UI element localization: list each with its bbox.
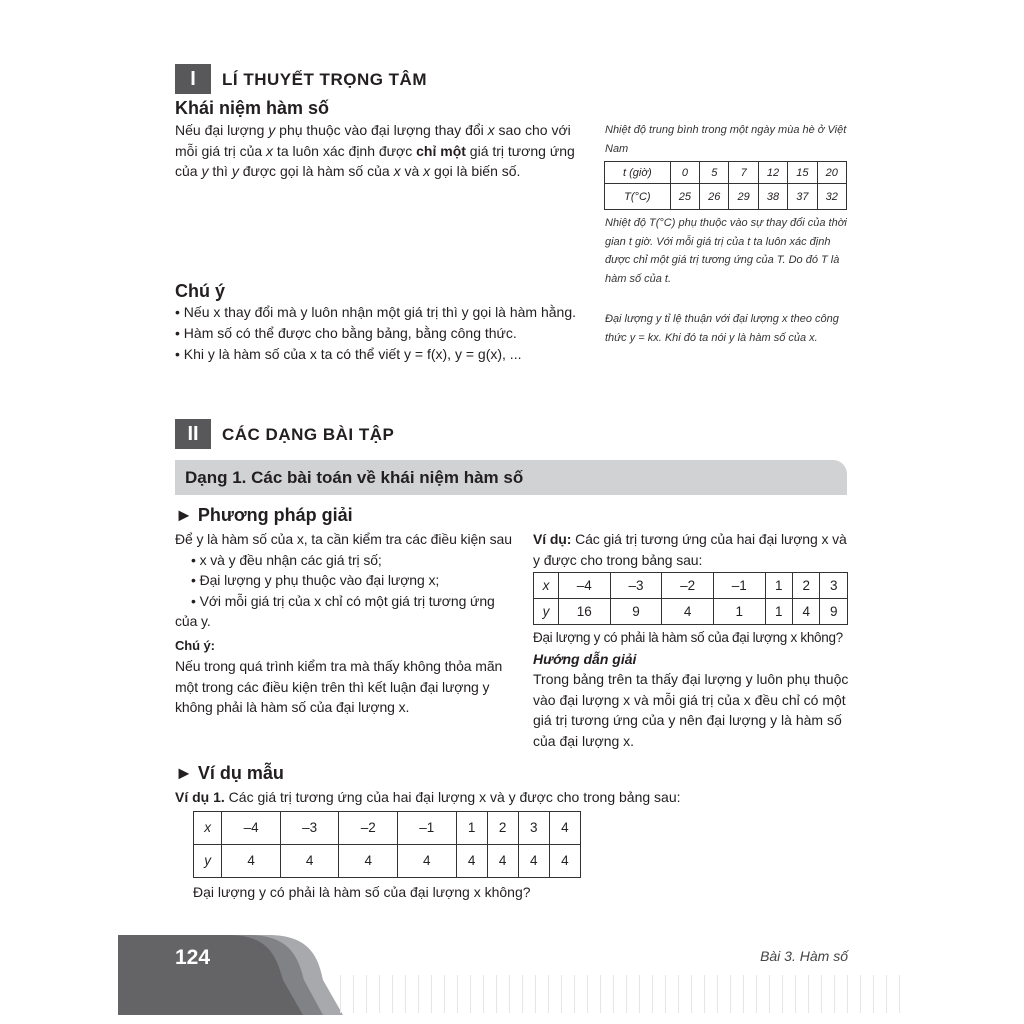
section-number-badge: II	[175, 419, 211, 449]
method-heading: ► Phương pháp giải	[175, 505, 353, 525]
example1-block	[175, 787, 855, 902]
table-cell: 4	[518, 844, 549, 877]
table-cell: –4	[558, 573, 610, 599]
sidebar-caption: Nhiệt độ trung bình trong một ngày mùa hè ở Việt Nam	[605, 124, 847, 155]
heading-concept: Khái niệm hàm số	[175, 98, 330, 118]
notes-list	[175, 302, 585, 365]
lesson-title: Bài 3. Hàm số	[760, 948, 848, 964]
table-cell: 1	[765, 573, 792, 599]
table-cell: –2	[339, 811, 398, 844]
section-title: CÁC DẠNG BÀI TẬP	[222, 425, 395, 444]
table-cell: –1	[397, 811, 456, 844]
section-number-badge: I	[175, 64, 211, 94]
note-label: Chú ý:	[175, 637, 215, 653]
sidebar	[605, 121, 852, 347]
table-cell: 3	[518, 811, 549, 844]
example1-intro	[175, 787, 855, 808]
table-cell: 26	[700, 184, 729, 210]
table-cell: –1	[713, 573, 765, 599]
guide-label: Hướng dẫn giải	[533, 650, 637, 667]
table-cell: 9	[820, 599, 848, 625]
example-intro	[533, 529, 851, 570]
row-header-cell: y	[194, 844, 222, 877]
table-cell: 4	[793, 599, 820, 625]
example-question: Đại lượng y có phải là hàm số của đại lượng x không?	[533, 630, 843, 645]
table-cell: 3	[820, 573, 848, 599]
definition-paragraph: Nếu đại lượng y phụ thuộc vào đại lượng thay đổi x sao cho với mỗi giá trị của x ta luôn xác định được chỉ một giá trị tương ứng của y thì y được gọi là hàm số của x và x gọi là biến số.	[175, 122, 575, 179]
table-cell: 2	[487, 811, 518, 844]
example-column	[533, 529, 851, 751]
table-cell: 1	[456, 811, 487, 844]
type-heading-bar: Dạng 1. Các bài toán về khái niệm hàm số	[175, 460, 847, 495]
method-intro: Để y là hàm số của x, ta cần kiểm tra các điều kiện sau	[175, 531, 512, 547]
table-cell: 0	[670, 162, 699, 184]
table-cell: –4	[222, 811, 281, 844]
row-header-cell: x	[534, 573, 559, 599]
example1-text: Các giá trị tương ứng của hai đại lượng x và y được cho trong bảng sau:	[224, 789, 681, 805]
table-cell: 16	[558, 599, 610, 625]
table-cell: 1	[765, 599, 792, 625]
table-cell: 4	[549, 844, 580, 877]
condition-item: • Đại lượng y phụ thuộc vào đại lượng x;	[191, 572, 440, 588]
note-item: • Khi y là hàm số của x ta có thể viết y = f(x), y = g(x), ...	[175, 346, 522, 362]
note-item: • Hàm số có thể được cho bằng bảng, bằng công thức.	[175, 325, 517, 341]
table-cell: 7	[729, 162, 758, 184]
temperature-table	[604, 161, 847, 210]
page-number: 124	[175, 946, 211, 969]
condition-item: • Với mỗi giá trị của x chỉ có một giá trị tương ứng	[191, 592, 495, 609]
table-cell: 37	[788, 184, 817, 210]
table-cell: 1	[713, 599, 765, 625]
example-text: Các giá trị tương ứng của hai đại lượng x và y được cho trong bảng sau:	[533, 531, 847, 568]
condition-tail: của y.	[175, 613, 211, 629]
example1-table	[193, 811, 581, 878]
table-cell: 25	[670, 184, 699, 210]
table-cell: 12	[758, 162, 787, 184]
sidebar-explanation: Nhiệt độ T(°C) phụ thuộc vào sự thay đổi của thời gian t giờ. Với mỗi giá trị của t ta luôn xác định được chỉ một giá trị tương ứng của T. Do đó T là hàm số của t.	[605, 217, 847, 285]
table-cell: –3	[610, 573, 662, 599]
table-cell: 32	[817, 184, 846, 210]
table-cell: –3	[280, 811, 339, 844]
example1-question: Đại lượng y có phải là hàm số của đại lượng x không?	[193, 883, 531, 900]
table-cell: 4	[397, 844, 456, 877]
guide-text: Trong bảng trên ta thấy đại lượng y luôn phụ thuộc vào đại lượng x và mỗi giá trị của x đều chỉ có một giá trị tương ứng của y nên đại lượng y là hàm số của đại lượng x.	[533, 671, 849, 749]
footer-page-tab	[118, 935, 358, 1015]
example1-label: Ví dụ 1.	[175, 789, 225, 805]
table-cell: 4	[456, 844, 487, 877]
section-title: LÍ THUYẾT TRỌNG TÂM	[222, 70, 427, 89]
table-cell: 4	[280, 844, 339, 877]
row-header-cell: t (giờ)	[605, 162, 671, 184]
table-cell: 15	[788, 162, 817, 184]
example-table	[533, 572, 848, 625]
table-cell: 4	[662, 599, 714, 625]
example-label: Ví dụ:	[533, 531, 572, 547]
note-text: Nếu trong quá trình kiểm tra mà thấy không thỏa mãn một trong các điều kiện trên thì kết luận đại lượng y không phải là hàm số của đại lượng x.	[175, 658, 503, 715]
row-header-cell: y	[534, 599, 559, 625]
table-cell: 38	[758, 184, 787, 210]
sidebar-note: Đại lượng y tỉ lệ thuận với đại lượng x theo công thức y = kx. Khi đó ta nói y là hàm số của x.	[605, 313, 839, 344]
table-cell: 29	[729, 184, 758, 210]
method-column	[175, 529, 515, 718]
table-cell: 2	[793, 573, 820, 599]
table-cell: 9	[610, 599, 662, 625]
row-header-cell: x	[194, 811, 222, 844]
table-cell: 4	[487, 844, 518, 877]
note-item: • Nếu x thay đổi mà y luôn nhận một giá trị thì y gọi là hàm hằng.	[175, 304, 577, 320]
table-cell: 4	[339, 844, 398, 877]
table-cell: 20	[817, 162, 846, 184]
condition-item: • x và y đều nhận các giá trị số;	[191, 551, 382, 568]
note-heading: Chú ý	[175, 281, 226, 301]
footer-ruler-decoration	[340, 975, 905, 1013]
sample-heading: ► Ví dụ mẫu	[175, 763, 284, 783]
row-header-cell: T(°C)	[605, 184, 671, 210]
table-cell: 4	[549, 811, 580, 844]
table-cell: 4	[222, 844, 281, 877]
table-cell: 5	[700, 162, 729, 184]
table-cell: –2	[662, 573, 714, 599]
